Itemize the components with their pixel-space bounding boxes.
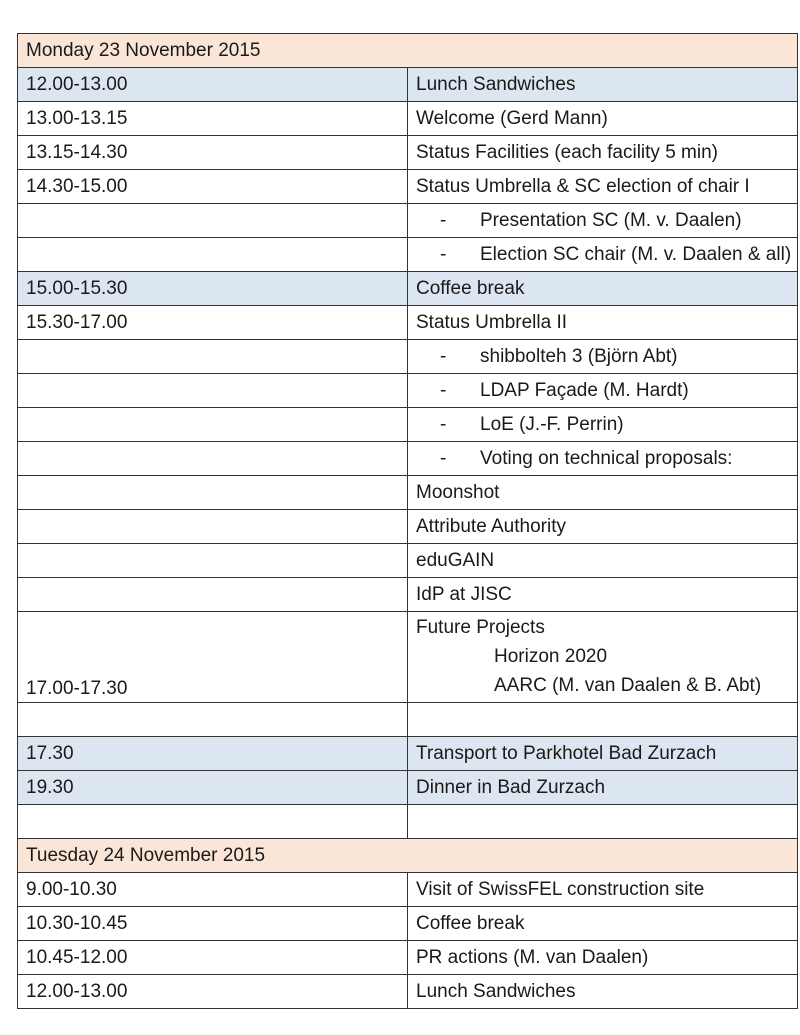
item-cell: Coffee break bbox=[408, 907, 798, 941]
time-cell: 12.00-13.00 bbox=[18, 975, 408, 1009]
time-cell: 12.00-13.00 bbox=[18, 68, 408, 102]
day-header-row bbox=[18, 34, 798, 68]
day-header-row bbox=[18, 839, 798, 873]
item-cell: Status Umbrella & SC election of chair I bbox=[408, 170, 798, 204]
time-cell bbox=[18, 238, 408, 272]
item-cell: PR actions (M. van Daalen) bbox=[408, 941, 798, 975]
agenda-row bbox=[18, 510, 798, 544]
agenda-row bbox=[18, 975, 798, 1009]
agenda-row bbox=[18, 408, 798, 442]
time-cell: 14.30-15.00 bbox=[18, 170, 408, 204]
time-cell bbox=[18, 544, 408, 578]
item-text: Future Projects bbox=[416, 617, 545, 638]
item-cell bbox=[408, 374, 798, 408]
agenda-row bbox=[18, 136, 798, 170]
item-cell: Moonshot bbox=[408, 476, 798, 510]
time-cell bbox=[18, 703, 408, 737]
agenda-row bbox=[18, 272, 798, 306]
item-cell: IdP at JISC bbox=[408, 578, 798, 612]
time-cell bbox=[18, 442, 408, 476]
time-cell bbox=[18, 340, 408, 374]
bullet-dash: - bbox=[440, 413, 447, 435]
time-cell: 10.45-12.00 bbox=[18, 941, 408, 975]
agenda-row bbox=[18, 476, 798, 510]
sub-item-text: AARC (M. van Daalen & B. Abt) bbox=[494, 675, 762, 696]
item-cell bbox=[408, 238, 798, 272]
item-cell: Coffee break bbox=[408, 272, 798, 306]
time-cell: 9.00-10.30 bbox=[18, 873, 408, 907]
time-cell: 15.30-17.00 bbox=[18, 306, 408, 340]
item-text: Election SC chair (M. v. Daalen & all) bbox=[480, 243, 792, 265]
item-cell bbox=[408, 612, 798, 703]
item-cell bbox=[408, 442, 798, 476]
agenda-row bbox=[18, 170, 798, 204]
time-cell bbox=[18, 204, 408, 238]
agenda-row bbox=[18, 703, 798, 737]
item-cell bbox=[408, 204, 798, 238]
item-cell: Visit of SwissFEL construction site bbox=[408, 873, 798, 907]
agenda-row bbox=[18, 340, 798, 374]
agenda-row bbox=[18, 102, 798, 136]
bullet-dash: - bbox=[440, 209, 447, 231]
bullet-dash: - bbox=[440, 447, 447, 469]
sub-item-text: Horizon 2020 bbox=[494, 646, 608, 667]
time-cell bbox=[18, 805, 408, 839]
time-cell: 13.15-14.30 bbox=[18, 136, 408, 170]
time-cell bbox=[18, 408, 408, 442]
agenda-row bbox=[18, 805, 798, 839]
agenda-row bbox=[18, 204, 798, 238]
time-cell: 10.30-10.45 bbox=[18, 907, 408, 941]
agenda-row bbox=[18, 578, 798, 612]
time-cell bbox=[18, 374, 408, 408]
item-cell: Dinner in Bad Zurzach bbox=[408, 771, 798, 805]
item-text: LoE (J.-F. Perrin) bbox=[480, 413, 624, 435]
bullet-dash: - bbox=[440, 345, 447, 367]
agenda-row bbox=[18, 873, 798, 907]
time-cell: 15.00-15.30 bbox=[18, 272, 408, 306]
agenda-row bbox=[18, 907, 798, 941]
item-cell: Attribute Authority bbox=[408, 510, 798, 544]
agenda-row bbox=[18, 771, 798, 805]
agenda-row bbox=[18, 737, 798, 771]
agenda-row bbox=[18, 941, 798, 975]
agenda-row bbox=[18, 68, 798, 102]
agenda-row bbox=[18, 238, 798, 272]
item-text: shibbolteh 3 (Björn Abt) bbox=[480, 345, 678, 367]
agenda-row bbox=[18, 612, 798, 703]
time-cell: 13.00-13.15 bbox=[18, 102, 408, 136]
agenda-row bbox=[18, 306, 798, 340]
time-cell: 17.30 bbox=[18, 737, 408, 771]
item-cell bbox=[408, 703, 798, 737]
agenda-table bbox=[17, 33, 798, 1009]
item-cell bbox=[408, 408, 798, 442]
item-cell bbox=[408, 340, 798, 374]
bullet-dash: - bbox=[440, 379, 447, 401]
time-cell bbox=[18, 510, 408, 544]
item-text: Presentation SC (M. v. Daalen) bbox=[480, 209, 742, 231]
agenda-row bbox=[18, 442, 798, 476]
item-text: Voting on technical proposals: bbox=[480, 447, 733, 469]
item-cell: Status Facilities (each facility 5 min) bbox=[408, 136, 798, 170]
time-cell: 17.00-17.30 bbox=[18, 612, 408, 703]
item-cell: Lunch Sandwiches bbox=[408, 975, 798, 1009]
item-cell bbox=[408, 805, 798, 839]
item-cell: Lunch Sandwiches bbox=[408, 68, 798, 102]
item-text: LDAP Façade (M. Hardt) bbox=[480, 379, 689, 401]
day-header: Monday 23 November 2015 bbox=[18, 34, 798, 68]
agenda-row bbox=[18, 544, 798, 578]
time-cell bbox=[18, 578, 408, 612]
item-cell: Transport to Parkhotel Bad Zurzach bbox=[408, 737, 798, 771]
time-cell: 19.30 bbox=[18, 771, 408, 805]
agenda-row bbox=[18, 374, 798, 408]
item-cell: Status Umbrella II bbox=[408, 306, 798, 340]
bullet-dash: - bbox=[440, 243, 447, 265]
item-cell: eduGAIN bbox=[408, 544, 798, 578]
day-header: Tuesday 24 November 2015 bbox=[18, 839, 798, 873]
item-cell: Welcome (Gerd Mann) bbox=[408, 102, 798, 136]
time-cell bbox=[18, 476, 408, 510]
